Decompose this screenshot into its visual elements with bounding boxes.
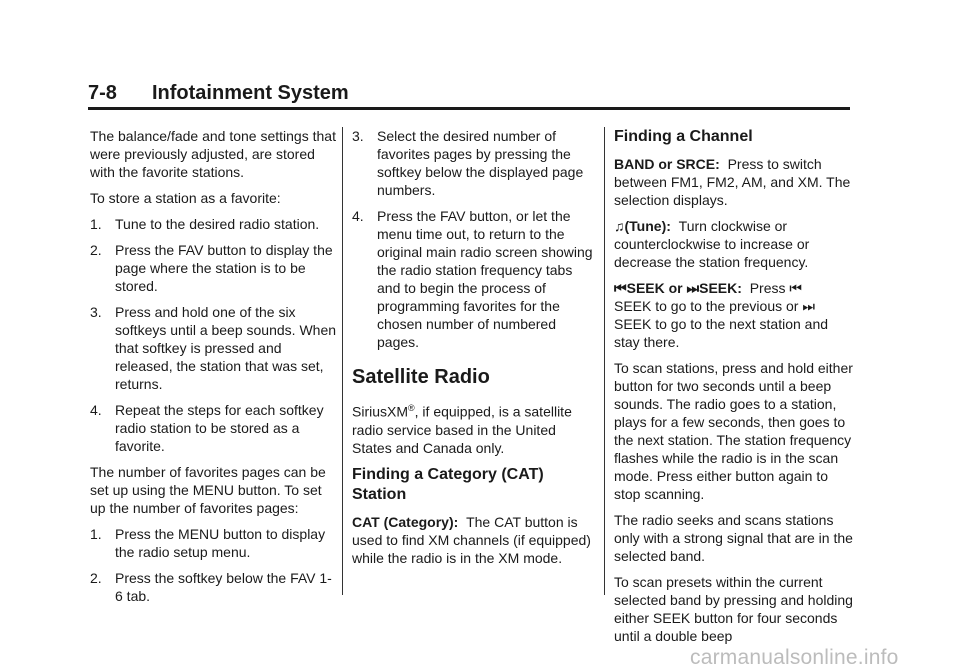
column-3 [614,127,854,653]
signal-paragraph: The radio seeks and scans stations only with a strong signal that are in the selected band. [614,512,853,564]
list-item: 1. Press the MENU button to display the radio setup menu. [90,526,326,560]
list-item: 3. Press and hold one of the six softkeys until a beep sounds. When that softkey is pressed and released, the station that was set, returns. [90,304,337,392]
category-heading: Finding a Category (CAT) Station [352,465,544,503]
seek-next-icon: ⏭ [686,280,700,296]
band-paragraph: BAND or SRCE: Press to switch between FM1, FM2, AM, and XM. The selection displays. [614,156,851,208]
store-favorite-lead: To store a station as a favorite: [90,190,281,206]
list-item: 4. Press the FAV button, or let the menu time out, to return to the original main radio screen showing the radio station frequency tabs and to begin the process of programming favorites for the chosen number of numbered pages. [352,208,593,350]
page-header [88,82,850,108]
list-item: 3. Select the desired number of favorites pages by pressing the softkey below the displayed page numbers. [352,128,584,198]
satellite-radio-heading: Satellite Radio [352,366,490,388]
finding-channel-heading: Finding a Channel [614,128,753,145]
column-2 [352,127,596,575]
cat-paragraph: CAT (Category): The CAT button is used to find XM channels (if equipped) while the radio is in the XM mode. [352,513,591,566]
column-divider-2 [604,127,605,595]
list-item: 2. Press the softkey below the FAV 1-6 tab. [90,570,332,604]
siriusxm-paragraph: SiriusXM®, if equipped, is a satellite radio service based in the United States and Canada only. [352,403,572,456]
seek-next-icon: ⏭ [802,298,815,314]
presets-paragraph: To scan presets within the current selected band by pressing and holding either SEEK button for four seconds until a double beep [614,574,853,644]
favorites-pages-paragraph: The number of favorites pages can be set up using the MENU button. To set up the number of favorites pages: [90,464,326,516]
intro-paragraph: The balance/fade and tone settings that were previously adjusted, are stored with the favorite stations. [90,128,336,180]
column-1 [90,127,338,613]
column-divider-1 [342,127,343,595]
tune-paragraph: ♫(Tune): Turn clockwise or counterclockwise to increase or decrease the station frequency. [614,218,810,270]
seek-previous-icon: ⏮ [614,280,627,296]
registered-mark: ® [408,403,415,413]
header-rule [88,107,850,110]
section-title: Infotainment System [152,82,349,104]
tune-icon: ♫ [614,218,625,234]
list-item: 4. Repeat the steps for each softkey radio station to be stored as a favorite. [90,402,324,454]
seek-previous-icon: ⏮ [789,280,802,296]
watermark: carmanualsonline.info [690,646,899,669]
seek-paragraph: ⏮SEEK or ⏭SEEK: Press ⏮ SEEK to go to the previous or ⏭ SEEK to go to the next station and stay there. [614,280,829,350]
list-item: 2. Press the FAV button to display the page where the station is to be stored. [90,242,333,294]
scan-paragraph: To scan stations, press and hold either button for two seconds until a beep sounds. The radio goes to a station, plays for a few seconds, then goes to the next station. The station frequency flashes while the radio is in the scan mode. Press either button again to stop scanning. [614,360,853,502]
page-number: 7-8 [88,82,117,104]
list-item: 1. Tune to the desired radio station. [90,216,320,232]
